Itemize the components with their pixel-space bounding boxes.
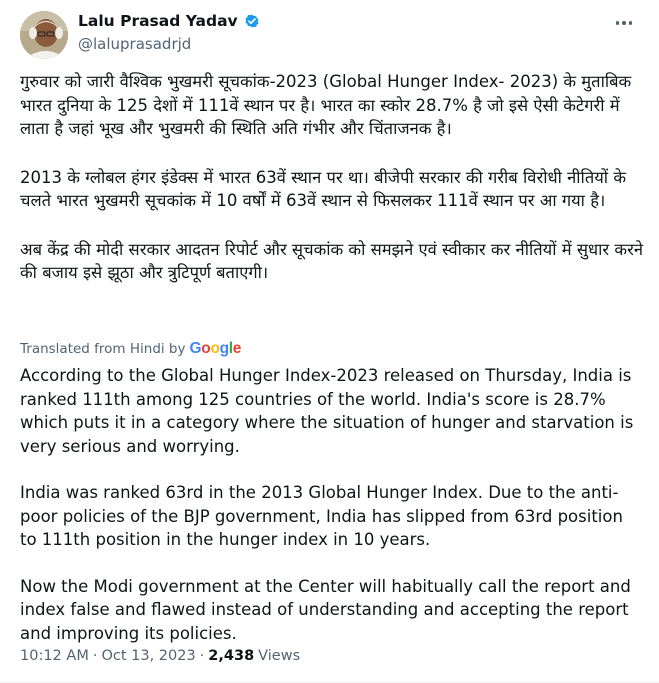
hindi-paragraph: 2013 के ग्लोबल हंगर इंडेक्स में भारत 63वें स्थान पर था। बीजेपी सरकार की गरीब विरोधी नीतियों के चलते भारत भुखमरी सूचकांक में 10 वर्षों में 63वें स्थान से फिसलकर 111वें स्थान पर आ गया है। xyxy=(20,167,626,210)
author-handle[interactable]: @laluprasadrjd xyxy=(78,35,192,53)
tweet-date[interactable]: Oct 13, 2023 xyxy=(101,648,196,664)
tweet-time[interactable]: 10:12 AM xyxy=(20,648,89,664)
more-options-icon[interactable] xyxy=(613,12,635,34)
avatar[interactable] xyxy=(20,11,68,59)
hindi-paragraph: अब केंद्र की मोदी सरकार आदतन रिपोर्ट और सूचकांक को समझने एवं स्वीकार कर नीतियों में सुधार करने की बजाय इसे झूठा और त्रुटिपूर्ण बताएगी। xyxy=(20,239,643,282)
meta-separator: · xyxy=(92,648,98,664)
avatar-image xyxy=(20,11,68,59)
author-name[interactable]: Lalu Prasad Yadav xyxy=(78,12,238,30)
translation-attribution xyxy=(20,340,241,358)
tweet-english-text xyxy=(20,364,640,668)
hindi-paragraph: गुरुवार को जारी वैश्विक भुखमरी सूचकांक-2023 (Global Hunger Index- 2023) के मुताबिक भारत दुनिया के 125 देशों में 111वें स्थान पर है। भारत का स्कोर 28.7% है जो इसे ऐसी केटेगरी में लाता है जहां भूख और भुखमरी की स्थिति अति गंभीर और चिंताजनक है। xyxy=(20,72,632,138)
english-paragraph: According to the Global Hunger Index-2023 released on Thursday, India is ranked 111th among 125 countries of the world. India's score is 28.7% which puts it in a category where the situation of hunger and starvation is very serious and worrying. xyxy=(20,366,634,456)
tweet-meta xyxy=(20,648,300,664)
views-count[interactable]: 2,438 xyxy=(208,648,255,664)
english-paragraph: Now the Modi government at the Center will habitually call the report and index false and flawed instead of understanding and accepting the report and improving its policies. xyxy=(20,576,631,643)
verified-badge-icon[interactable] xyxy=(243,12,261,30)
author-row xyxy=(78,12,261,30)
translated-from-link[interactable]: Translated from Hindi by xyxy=(20,341,186,357)
tweet-hindi-text xyxy=(20,70,644,310)
meta-separator: · xyxy=(199,648,205,664)
google-logo: Google xyxy=(189,340,242,357)
english-paragraph: India was ranked 63rd in the 2013 Global Hunger Index. Due to the anti-poor policies of the BJP government, India has slipped from 63rd position to 111th position in the hunger index in 10 years. xyxy=(20,483,623,549)
views-label[interactable]: Views xyxy=(258,648,301,664)
